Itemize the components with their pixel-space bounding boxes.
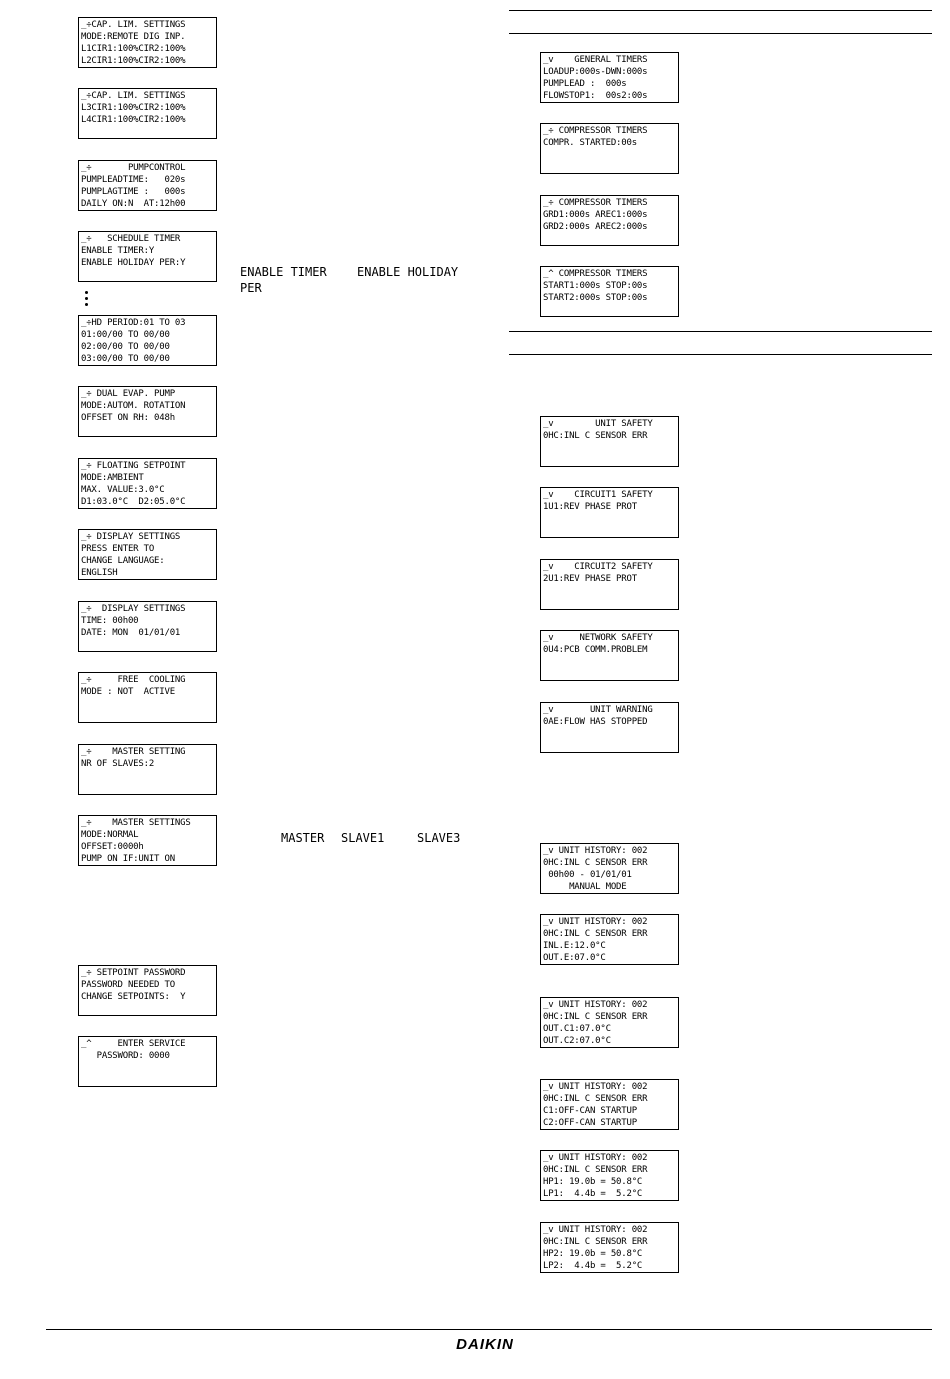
lcd-line: PUMPLEADTIME: 020s <box>81 175 186 185</box>
lcd-screen <box>540 52 679 103</box>
right-mid-rule-2 <box>509 354 932 355</box>
lcd-line: FLOWSTOP1: 00s2:00s <box>543 91 648 101</box>
lcd-screen <box>78 965 217 1016</box>
lcd-line: _v CIRCUIT1 SAFETY <box>543 490 653 500</box>
lcd-screen <box>540 416 679 467</box>
lcd-line: _÷ DISPLAY SETTINGS <box>81 532 181 542</box>
lcd-line: L3CIR1:100%CIR2:100% <box>81 103 186 113</box>
lcd-screen <box>540 914 679 965</box>
lcd-line: MODE : NOT ACTIVE <box>81 687 175 697</box>
annotation-slave1: SLAVE1 <box>341 831 385 845</box>
lcd-line: L4CIR1:100%CIR2:100% <box>81 115 186 125</box>
lcd-line: 0U4:PCB COMM.PROBLEM <box>543 645 648 655</box>
lcd-line: NR OF SLAVES:2 <box>81 759 155 769</box>
lcd-screen <box>540 630 679 681</box>
lcd-line: MANUAL MODE <box>543 882 627 892</box>
annotation-slave3: SLAVE3 <box>417 831 461 845</box>
footer-rule <box>46 1329 932 1330</box>
lcd-line: _v UNIT HISTORY: 002 <box>543 846 648 856</box>
lcd-line: 0AE:FLOW HAS STOPPED <box>543 717 648 727</box>
right-top-rule-2 <box>509 33 932 34</box>
lcd-line: PUMPLAGTIME : 000s <box>81 187 186 197</box>
lcd-line: _v UNIT HISTORY: 002 <box>543 1000 648 1010</box>
lcd-line: LOADUP:000s-DWN:000s <box>543 67 648 77</box>
lcd-line: START1:000s STOP:00s <box>543 281 648 291</box>
lcd-screen <box>540 195 679 246</box>
lcd-screen <box>540 843 679 894</box>
lcd-screen <box>540 559 679 610</box>
lcd-line: HP1: 19.0b = 50.8°C <box>543 1177 643 1187</box>
lcd-line: ENGLISH <box>81 568 118 578</box>
lcd-line: ENABLE TIMER:Y <box>81 246 155 256</box>
lcd-screen <box>78 386 217 437</box>
lcd-line: _÷ COMPRESSOR TIMERS <box>543 198 648 208</box>
lcd-line: GRD1:000s AREC1:000s <box>543 210 648 220</box>
lcd-screen <box>540 123 679 174</box>
lcd-line: OUT.C1:07.0°C <box>543 1024 611 1034</box>
lcd-line: 02:00/00 TO 00/00 <box>81 342 170 352</box>
lcd-screen <box>540 266 679 317</box>
lcd-line: LP2: 4.4b = 5.2°C <box>543 1261 643 1271</box>
lcd-line: _v UNIT HISTORY: 002 <box>543 1225 648 1235</box>
lcd-screen <box>78 744 217 795</box>
lcd-screen <box>78 458 217 509</box>
lcd-line: CHANGE SETPOINTS: Y <box>81 992 186 1002</box>
lcd-line: L1CIR1:100%CIR2:100% <box>81 44 186 54</box>
lcd-line: 0HC:INL C SENSOR ERR <box>543 431 648 441</box>
lcd-line: DAILY ON:N AT:12h00 <box>81 199 186 209</box>
lcd-line: C1:OFF-CAN STARTUP <box>543 1106 637 1116</box>
lcd-screen <box>78 160 217 211</box>
lcd-line: _^ ENTER SERVICE <box>81 1039 186 1049</box>
lcd-line: _÷CAP. LIM. SETTINGS <box>81 20 186 30</box>
lcd-line: _÷HD PERIOD:01 TO 03 <box>81 318 186 328</box>
lcd-line: 00h00 - 01/01/01 <box>543 870 632 880</box>
lcd-line: _v UNIT HISTORY: 002 <box>543 917 648 927</box>
lcd-line: 0HC:INL C SENSOR ERR <box>543 1237 648 1247</box>
lcd-line: MODE:AMBIENT <box>81 473 144 483</box>
lcd-screen <box>78 672 217 723</box>
lcd-line: _v UNIT SAFETY <box>543 419 653 429</box>
annotation-per: PER <box>240 281 262 295</box>
lcd-line: MODE:AUTOM. ROTATION <box>81 401 186 411</box>
lcd-line: MODE:REMOTE DIG INP. <box>81 32 186 42</box>
lcd-line: MAX. VALUE:3.0°C <box>81 485 165 495</box>
lcd-screen <box>78 315 217 366</box>
lcd-line: 0HC:INL C SENSOR ERR <box>543 1012 648 1022</box>
lcd-screen <box>78 231 217 282</box>
lcd-line: _÷ FLOATING SETPOINT <box>81 461 186 471</box>
lcd-line: _÷ DUAL EVAP. PUMP <box>81 389 175 399</box>
lcd-line: DATE: MON 01/01/01 <box>81 628 181 638</box>
lcd-screen <box>540 1150 679 1201</box>
lcd-line: PASSWORD NEEDED TO <box>81 980 175 990</box>
annotation-enable-timer: ENABLE TIMER <box>240 265 327 279</box>
lcd-line: _÷ SETPOINT PASSWORD <box>81 968 186 978</box>
lcd-line: 0HC:INL C SENSOR ERR <box>543 1094 648 1104</box>
lcd-line: 01:00/00 TO 00/00 <box>81 330 170 340</box>
lcd-line: L2CIR1:100%CIR2:100% <box>81 56 186 66</box>
lcd-line: _v NETWORK SAFETY <box>543 633 653 643</box>
lcd-line: HP2: 19.0b = 50.8°C <box>543 1249 643 1259</box>
lcd-line: OUT.E:07.0°C <box>543 953 606 963</box>
lcd-line: 1U1:REV PHASE PROT <box>543 502 637 512</box>
lcd-screen <box>78 601 217 652</box>
lcd-line: ENABLE HOLIDAY PER:Y <box>81 258 186 268</box>
lcd-line: _÷ MASTER SETTING <box>81 747 186 757</box>
lcd-line: _v UNIT WARNING <box>543 705 653 715</box>
lcd-screen <box>78 88 217 139</box>
lcd-line: _÷ PUMPCONTROL <box>81 163 186 173</box>
lcd-line: LP1: 4.4b = 5.2°C <box>543 1189 643 1199</box>
lcd-screen <box>540 702 679 753</box>
lcd-line: OFFSET:0000h <box>81 842 144 852</box>
lcd-line: C2:OFF-CAN STARTUP <box>543 1118 637 1128</box>
lcd-line: TIME: 00h00 <box>81 616 139 626</box>
annotation-master: MASTER <box>281 831 325 845</box>
lcd-line: _÷ FREE COOLING <box>81 675 186 685</box>
lcd-line: _^ COMPRESSOR TIMERS <box>543 269 648 279</box>
lcd-line: _÷CAP. LIM. SETTINGS <box>81 91 186 101</box>
lcd-screen <box>540 487 679 538</box>
lcd-line: _÷ SCHEDULE TIMER <box>81 234 181 244</box>
lcd-screen <box>540 1222 679 1273</box>
lcd-line: D1:03.0°C D2:05.0°C <box>81 497 186 507</box>
lcd-screen <box>540 1079 679 1130</box>
lcd-line: _÷ COMPRESSOR TIMERS <box>543 126 648 136</box>
lcd-line: START2:000s STOP:00s <box>543 293 648 303</box>
lcd-line: PASSWORD: 0000 <box>81 1051 170 1061</box>
lcd-screen <box>78 17 217 68</box>
right-mid-rule-1 <box>509 331 932 332</box>
lcd-line: _÷ MASTER SETTINGS <box>81 818 191 828</box>
lcd-line: MODE:NORMAL <box>81 830 139 840</box>
lcd-line: 0HC:INL C SENSOR ERR <box>543 929 648 939</box>
lcd-line: 2U1:REV PHASE PROT <box>543 574 637 584</box>
lcd-line: 0HC:INL C SENSOR ERR <box>543 1165 648 1175</box>
lcd-line: COMPR. STARTED:00s <box>543 138 637 148</box>
lcd-screen <box>78 1036 217 1087</box>
lcd-line: CHANGE LANGUAGE: <box>81 556 165 566</box>
lcd-line: OFFSET ON RH: 048h <box>81 413 175 423</box>
daikin-logo: DAIKIN <box>456 1336 514 1353</box>
lcd-line: 03:00/00 TO 00/00 <box>81 354 170 364</box>
lcd-line: _v UNIT HISTORY: 002 <box>543 1082 648 1092</box>
lcd-line: PUMP ON IF:UNIT ON <box>81 854 175 864</box>
lcd-line: PUMPLEAD : 000s <box>543 79 627 89</box>
lcd-line: _v GENERAL TIMERS <box>543 55 648 65</box>
lcd-line: _÷ DISPLAY SETTINGS <box>81 604 186 614</box>
lcd-line: _v CIRCUIT2 SAFETY <box>543 562 653 572</box>
lcd-line: GRD2:000s AREC2:000s <box>543 222 648 232</box>
lcd-screen <box>78 815 217 866</box>
lcd-line: INL.E:12.0°C <box>543 941 606 951</box>
right-top-rule-1 <box>509 10 932 11</box>
lcd-line: OUT.C2:07.0°C <box>543 1036 611 1046</box>
lcd-line: _v UNIT HISTORY: 002 <box>543 1153 648 1163</box>
lcd-screen <box>78 529 217 580</box>
lcd-screen <box>540 997 679 1048</box>
vertical-ellipsis-icon <box>84 291 90 309</box>
annotation-enable-holiday: ENABLE HOLIDAY <box>357 265 459 279</box>
lcd-line: PRESS ENTER TO <box>81 544 155 554</box>
lcd-line: 0HC:INL C SENSOR ERR <box>543 858 648 868</box>
